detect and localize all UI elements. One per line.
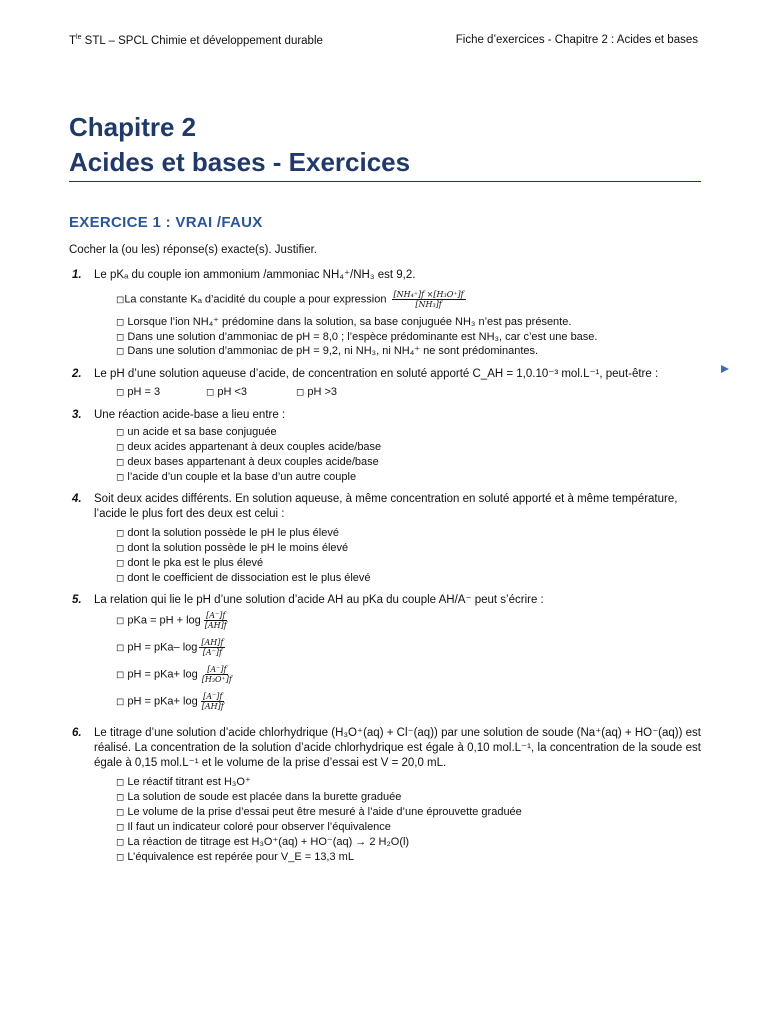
question-text: Le titrage d’une solution d’acide chlorhydrique (H₃O⁺(aq) + Cl⁻(aq)) par une solution de soude (Na⁺(aq) + HO⁻(aq)) est réalisé. La concentration de la solution d’acide chlorhydrique est égale à 0,10 mol.L⁻¹, la concentration de la soude est égale à 0,15 mol.L⁻¹ et le volume de la prise d’essai est V = 20,0 mL.	[94, 727, 701, 769]
checkbox-icon[interactable]: ◻	[116, 346, 125, 357]
q4-option-3[interactable]: ◻ dont le pka est le plus élevé	[116, 557, 264, 569]
exercise-title: EXERCICE 1 : VRAI /FAUX	[69, 214, 263, 231]
checkbox-icon[interactable]: ◻	[116, 807, 125, 818]
page-header	[69, 34, 698, 47]
q1-option-4[interactable]: ◻ Dans une solution d’ammoniac de pH = 9,2, ni NH₃, ni NH₄⁺ ne sont prédominantes.	[116, 345, 539, 357]
q4-option-1[interactable]: ◻ dont la solution possède le pH le plus élevé	[116, 527, 339, 539]
q3-option-3[interactable]: ◻ deux bases appartenant à deux couples acide/base	[116, 456, 379, 468]
checkbox-icon[interactable]: ◻	[116, 294, 125, 306]
fraction: $\frac{[A^-]f}{[AH]f}$	[201, 692, 224, 711]
header-left: $T^{le}$ STL – SPCL Chimie et développement durable	[69, 34, 323, 47]
checkbox-icon[interactable]: ◻	[116, 615, 125, 627]
q1-option-3[interactable]: ◻ Dans une solution d’ammoniac de pH = 8,0 ; l’espèce prédominante est NH₃, car c’est une base.	[116, 331, 598, 343]
question-text: Le pH d’une solution aqueuse d’acide, de concentration en soluté apporté C_AH = 1,0.10⁻³ mol.L⁻¹, peut-être :	[94, 368, 659, 380]
question-5	[69, 593, 701, 608]
checkbox-icon[interactable]: ◻	[116, 669, 125, 681]
checkbox-icon[interactable]: ◻	[116, 332, 125, 343]
q1-option-1[interactable]: ◻La constante Kₐ d’acidité du couple a pour expression $\frac{\text{[NH₄⁺]f ×[H₃O⁺]f}}{\text{[NH₃]f}}$	[116, 290, 464, 309]
q4-option-4[interactable]: ◻ dont le coefficient de dissociation est le plus élevé	[116, 572, 371, 584]
question-number: 2.	[72, 368, 82, 380]
fraction: $\frac{[A^-]f}{\text{[H₃O⁺]f}}$	[201, 665, 232, 684]
q2-option-1[interactable]: ◻ pH = 3	[116, 386, 161, 398]
checkbox-icon[interactable]: ◻	[206, 387, 215, 398]
checkbox-icon[interactable]: ◻	[116, 696, 125, 708]
q5-option-4[interactable]: ◻ pH = pKa+ log $\frac{[A^-]f}{[AH]f}$	[116, 692, 224, 711]
question-4	[69, 492, 701, 522]
question-number: 6.	[72, 727, 82, 739]
chapter-number: Chapitre 2	[69, 112, 197, 142]
checkbox-icon[interactable]: ◻	[116, 427, 125, 438]
question-number: 4.	[72, 493, 82, 505]
question-6	[69, 726, 701, 771]
checkbox-icon[interactable]: ◻	[116, 317, 125, 328]
q6-option-4[interactable]: ◻ Il faut un indicateur coloré pour observer l’équivalence	[116, 821, 391, 833]
checkbox-icon[interactable]: ◻	[116, 558, 125, 569]
q6-option-1[interactable]: ◻ Le réactif titrant est H₃O⁺	[116, 776, 251, 788]
fraction: $\frac{\text{[NH₄⁺]f ×[H₃O⁺]f}}{\text{[NH₃]f}}$	[393, 290, 464, 309]
checkbox-icon[interactable]: ◻	[116, 837, 125, 848]
checkbox-icon[interactable]: ◻	[116, 472, 125, 483]
question-text: Soit deux acides différents. En solution aqueuse, à même concentration en soluté apporté et à même température, l’acide le plus fort des deux est celui :	[94, 493, 678, 520]
checkbox-icon[interactable]: ◻	[116, 442, 125, 453]
chapter-subtitle: Acides et bases - Exercices	[69, 147, 411, 177]
q2-option-2[interactable]: ◻ pH <3	[206, 386, 248, 398]
title-divider	[69, 181, 701, 182]
question-3	[69, 408, 701, 423]
question-number: 1.	[72, 269, 82, 281]
checkbox-icon[interactable]: ◻	[116, 387, 125, 398]
chapter-title	[69, 110, 410, 180]
q5-option-3[interactable]: ◻ pH = pKa+ log $\frac{[A^-]f}{\text{[H₃O⁺]f}}$	[116, 665, 232, 684]
question-text: La relation qui lie le pH d’une solution d’acide AH au pKa du couple AH/A⁻ peut s’écrire :	[94, 594, 544, 606]
header-right: Fiche d’exercices - Chapitre 2 : Acides et bases	[455, 34, 698, 46]
checkbox-icon[interactable]: ◻	[116, 777, 125, 788]
question-2	[69, 367, 701, 382]
q3-option-1[interactable]: ◻ un acide et sa base conjuguée	[116, 426, 277, 438]
q3-option-4[interactable]: ◻ l’acide d’un couple et la base d’un autre couple	[116, 471, 357, 483]
q1-option-2[interactable]: ◻ Lorsque l’ion NH₄⁺ prédomine dans la solution, sa base conjuguée NH₃ n’est pas présente.	[116, 316, 572, 328]
fraction: $\frac{[AH]f}{[A^-]f}$	[201, 638, 224, 657]
q4-option-2[interactable]: ◻ dont la solution possède le pH le moins élevé	[116, 542, 349, 554]
instructions: Cocher la (ou les) réponse(s) exacte(s). Justifier.	[69, 244, 317, 256]
question-text: Le pKₐ du couple ion ammonium /ammoniac NH₄⁺/NH₃ est 9,2.	[94, 269, 416, 281]
checkbox-icon[interactable]: ◻	[116, 852, 125, 863]
checkbox-icon[interactable]: ◻	[116, 642, 125, 654]
q2-option-3[interactable]: ◻ pH >3	[296, 386, 338, 398]
play-arrow-icon[interactable]	[721, 365, 729, 373]
checkbox-icon[interactable]: ◻	[116, 792, 125, 803]
q6-option-5[interactable]: ◻ La réaction de titrage est H₃O⁺(aq) + HO⁻(aq) → 2 H₂O(l)	[116, 836, 410, 848]
question-1	[69, 268, 701, 283]
checkbox-icon[interactable]: ◻	[116, 528, 125, 539]
q3-option-2[interactable]: ◻ deux acides appartenant à deux couples acide/base	[116, 441, 382, 453]
q6-option-2[interactable]: ◻ La solution de soude est placée dans la burette graduée	[116, 791, 402, 803]
checkbox-icon[interactable]: ◻	[116, 457, 125, 468]
checkbox-icon[interactable]: ◻	[296, 387, 305, 398]
question-number: 5.	[72, 594, 82, 606]
checkbox-icon[interactable]: ◻	[116, 822, 125, 833]
checkbox-icon[interactable]: ◻	[116, 573, 125, 584]
q5-option-2[interactable]: ◻ pH = pKa– log $\frac{[AH]f}{[A^-]f}$	[116, 638, 224, 657]
q6-option-6[interactable]: ◻ L’équivalence est repérée pour V_E = 13,3 mL	[116, 851, 354, 863]
question-text: Une réaction acide-base a lieu entre :	[94, 409, 286, 421]
checkbox-icon[interactable]: ◻	[116, 543, 125, 554]
question-number: 3.	[72, 409, 82, 421]
q5-option-1[interactable]: ◻ pKa = pH + log $\frac{[A^-]f}{[AH]f}$	[116, 611, 227, 630]
fraction: $\frac{[A^-]f}{[AH]f}$	[204, 611, 227, 630]
q6-option-3[interactable]: ◻ Le volume de la prise d’essai peut être mesuré à l’aide d’une éprouvette graduée	[116, 806, 522, 818]
